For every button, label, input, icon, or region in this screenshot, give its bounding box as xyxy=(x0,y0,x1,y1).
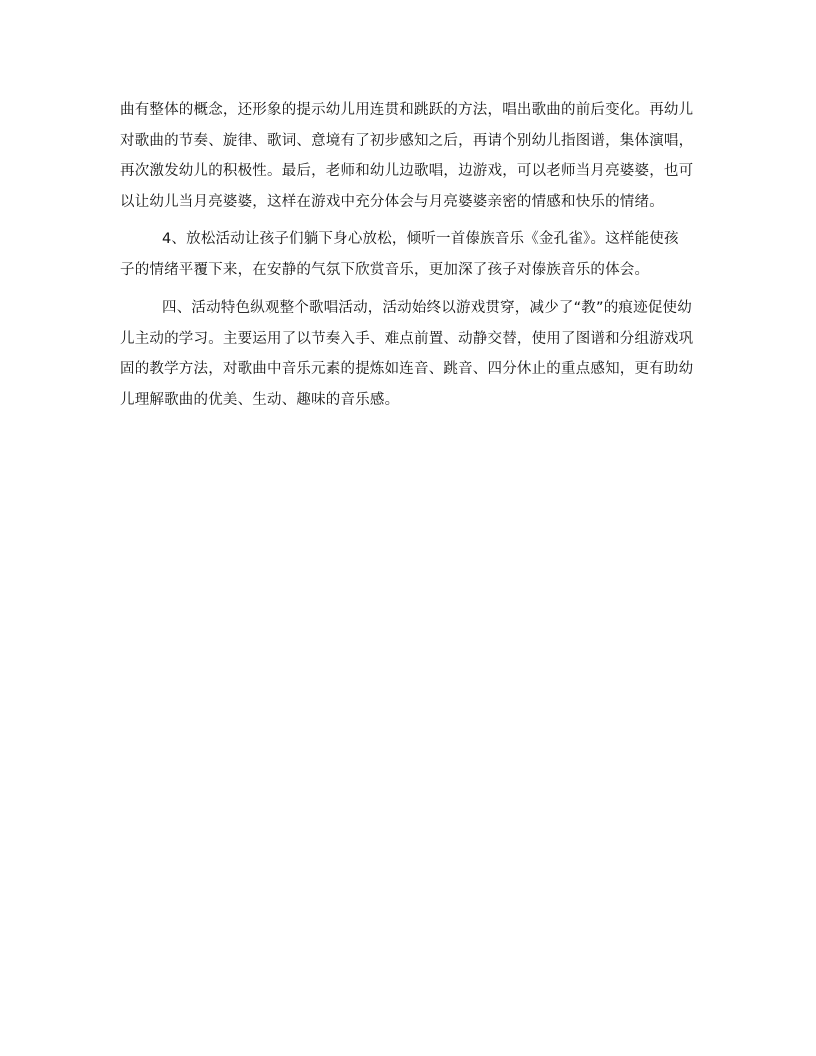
paragraph-line: 以让幼儿当月亮婆婆，这样在游戏中充分体会与月亮婆婆亲密的情感和快乐的情绪。 xyxy=(120,193,664,210)
paragraph-line: 儿理解歌曲的优美、生动、趣味的音乐感。 xyxy=(120,391,400,408)
paragraph-line: 子的情绪平覆下来，在安静的气氛下欣赏音乐，更加深了孩子对傣族音乐的体会。 xyxy=(120,261,650,278)
document-body xyxy=(120,95,696,415)
paragraph-line: 四、活动特色纵观整个歌唱活动，活动始终以游戏贯穿，减少了“教”的痕迹促使幼 xyxy=(162,300,692,316)
paragraph-line: 对歌曲的节奏、旋律、歌词、意境有了初步感知之后，再请个别幼儿指图谱，集体演唱， xyxy=(120,132,694,149)
paragraph-relaxation-activity xyxy=(120,224,696,285)
paragraph-line: 固的教学方法，对歌曲中音乐元素的提炼如连音、跳音、四分休止的重点感知，更有助幼 xyxy=(120,361,694,377)
paragraph-line: 4、放松活动让孩子们躺下身心放松，倾听一首傣族音乐《金孔雀》。这样能使孩 xyxy=(162,231,679,247)
paragraph-line: 再次激发幼儿的积极性。最后，老师和幼儿边歌唱，边游戏，可以老师当月亮婆婆，也可 xyxy=(120,163,694,179)
paragraph-line: 儿主动的学习。主要运用了以节奏入手、难点前置、动静交替，使用了图谱和分组游戏巩 xyxy=(120,330,694,347)
paragraph-activity-process-continued xyxy=(120,95,696,217)
paragraph-line: 曲有整体的概念，还形象的提示幼儿用连贯和跳跃的方法，唱出歌曲的前后变化。再幼儿 xyxy=(120,102,694,118)
paragraph-activity-features xyxy=(120,293,696,415)
